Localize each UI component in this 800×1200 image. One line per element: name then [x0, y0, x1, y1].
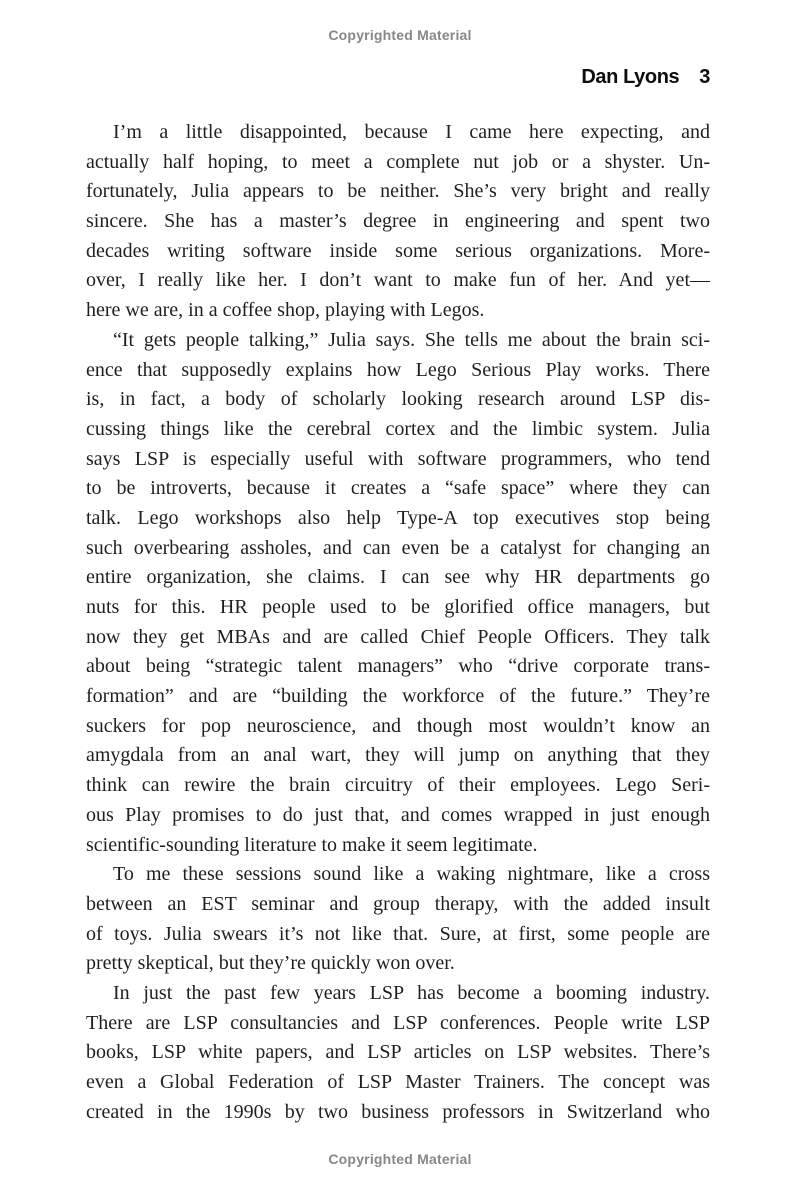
text-line: books, LSP white papers, and LSP articles on LSP websites. There’s	[86, 1041, 710, 1064]
copyright-notice-bottom: Copyrighted Material	[328, 1151, 472, 1167]
text-line: entire organization, she claims. I can see why HR departments go	[86, 566, 710, 589]
text-line: is, in fact, a body of scholarly looking research around LSP dis-	[86, 388, 710, 411]
text-line: think can rewire the brain circuitry of their employees. Lego Seri-	[86, 774, 710, 797]
text-line: over, I really like her. I don’t want to make fun of her. And yet—	[86, 269, 710, 292]
text-line: actually half hoping, to meet a complete nut job or a shyster. Un-	[86, 150, 710, 173]
text-line: here we are, in a coffee shop, playing with Legos.	[86, 299, 485, 322]
text-line: decades writing software inside some serious organizations. More-	[86, 239, 710, 262]
text-line: cussing things like the cerebral cortex and the limbic system. Julia	[86, 417, 710, 440]
text-line: such overbearing assholes, and can even be a catalyst for changing an	[86, 536, 710, 559]
text-line: formation” and are “building the workforce of the future.” They’re	[86, 685, 710, 708]
paragraph-1	[86, 118, 710, 326]
text-line: suckers for pop neuroscience, and though most wouldn’t know an	[86, 714, 710, 737]
text-line: pretty skeptical, but they’re quickly won over.	[86, 952, 455, 975]
paragraph-2	[86, 326, 710, 860]
text-line: amygdala from an anal wart, they will jump on anything that they	[86, 744, 710, 767]
text-line: sincere. She has a master’s degree in engineering and spent two	[86, 210, 710, 233]
text-line: fortunately, Julia appears to be neither. She’s very bright and really	[86, 180, 710, 203]
text-line: talk. Lego workshops also help Type-A top executives stop being	[86, 506, 710, 529]
text-line: says LSP is especially useful with software programmers, who tend	[86, 447, 710, 470]
text-line: ous Play promises to do just that, and comes wrapped in just enough	[86, 803, 710, 826]
running-header	[581, 66, 710, 89]
text-line: scientific-sounding literature to make it seem legitimate.	[86, 833, 538, 856]
text-line: nuts for this. HR people used to be glorified office managers, but	[86, 596, 710, 618]
text-line: ence that supposedly explains how Lego Serious Play works. There	[86, 358, 710, 381]
text-line: between an EST seminar and group therapy, with the added insult	[86, 892, 710, 915]
copyright-notice-top: Copyrighted Material	[328, 27, 472, 43]
paragraph-4	[86, 979, 710, 1127]
page-number: 3	[699, 66, 710, 88]
text-line: even a Global Federation of LSP Master Trainers. The concept was	[86, 1071, 710, 1093]
text-line: of toys. Julia swears it’s not like that. Sure, at first, some people are	[86, 922, 710, 945]
text-line: There are LSP consultancies and LSP conferences. People write LSP	[86, 1011, 710, 1034]
author-name: Dan Lyons	[581, 66, 680, 88]
text-line: I’m a little disappointed, because I came here expecting, and	[113, 121, 710, 143]
text-line: To me these sessions sound like a waking nightmare, like a cross	[113, 863, 710, 886]
text-line: now they get MBAs and are called Chief People Officers. They talk	[86, 625, 710, 648]
paragraph-3	[86, 860, 710, 979]
text-line: created in the 1990s by two business professors in Switzerland who	[86, 1100, 710, 1123]
body-text	[86, 118, 710, 1127]
text-line: to be introverts, because it creates a “safe space” where they can	[86, 477, 710, 500]
text-line: about being “strategic talent managers” who “drive corporate trans-	[86, 655, 710, 678]
text-line: “It gets people talking,” Julia says. She tells me about the brain sci-	[113, 328, 710, 351]
text-line: In just the past few years LSP has become a booming industry.	[113, 981, 710, 1004]
